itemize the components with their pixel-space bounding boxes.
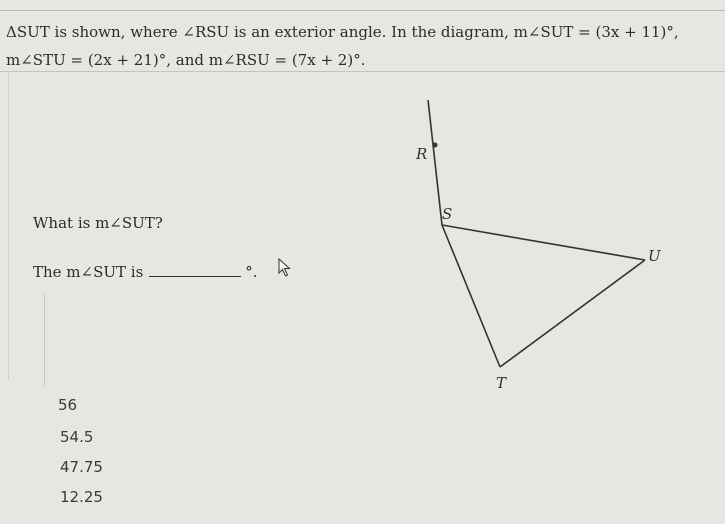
segment-s-t [442, 225, 500, 367]
ray-s-r [428, 100, 442, 225]
choice-label: 54.5 [60, 428, 94, 446]
label-t: T [496, 374, 507, 392]
label-u: U [648, 247, 661, 265]
answer-prefix: The m∠SUT is [33, 263, 144, 281]
answer-suffix: °. [245, 263, 258, 281]
top-divider [0, 10, 725, 11]
choice-12-25[interactable] [0, 481, 725, 511]
left-rule [8, 72, 9, 380]
choice-label: 12.25 [60, 488, 103, 506]
arrow-pointer-icon [278, 258, 292, 278]
choice-56[interactable] [0, 389, 725, 419]
choice-label: 56 [58, 396, 78, 414]
answer-blank[interactable] [149, 262, 241, 277]
choice-54-5[interactable] [0, 421, 725, 451]
choice-47-75[interactable] [0, 451, 725, 481]
label-r: R [416, 145, 428, 163]
problem-statement [6, 18, 720, 74]
problem-line-2: m∠STU = (2x + 21)°, and m∠RSU = (7x + 2)°. [6, 51, 366, 69]
point-r [433, 143, 438, 148]
triangle-diagram [400, 95, 690, 395]
problem-line-1: ΔSUT is shown, where ∠RSU is an exterior angle. In the diagram, m∠SUT = (3x + 11)°, [6, 23, 679, 41]
answer-sentence [33, 262, 258, 281]
question-text: What is m∠SUT? [33, 214, 163, 232]
segment-u-t [500, 260, 645, 367]
choice-label: 47.75 [60, 458, 103, 476]
segment-s-u [442, 225, 645, 260]
label-s: S [442, 205, 453, 223]
section-divider [0, 71, 725, 72]
left-rule-inner [44, 294, 45, 386]
